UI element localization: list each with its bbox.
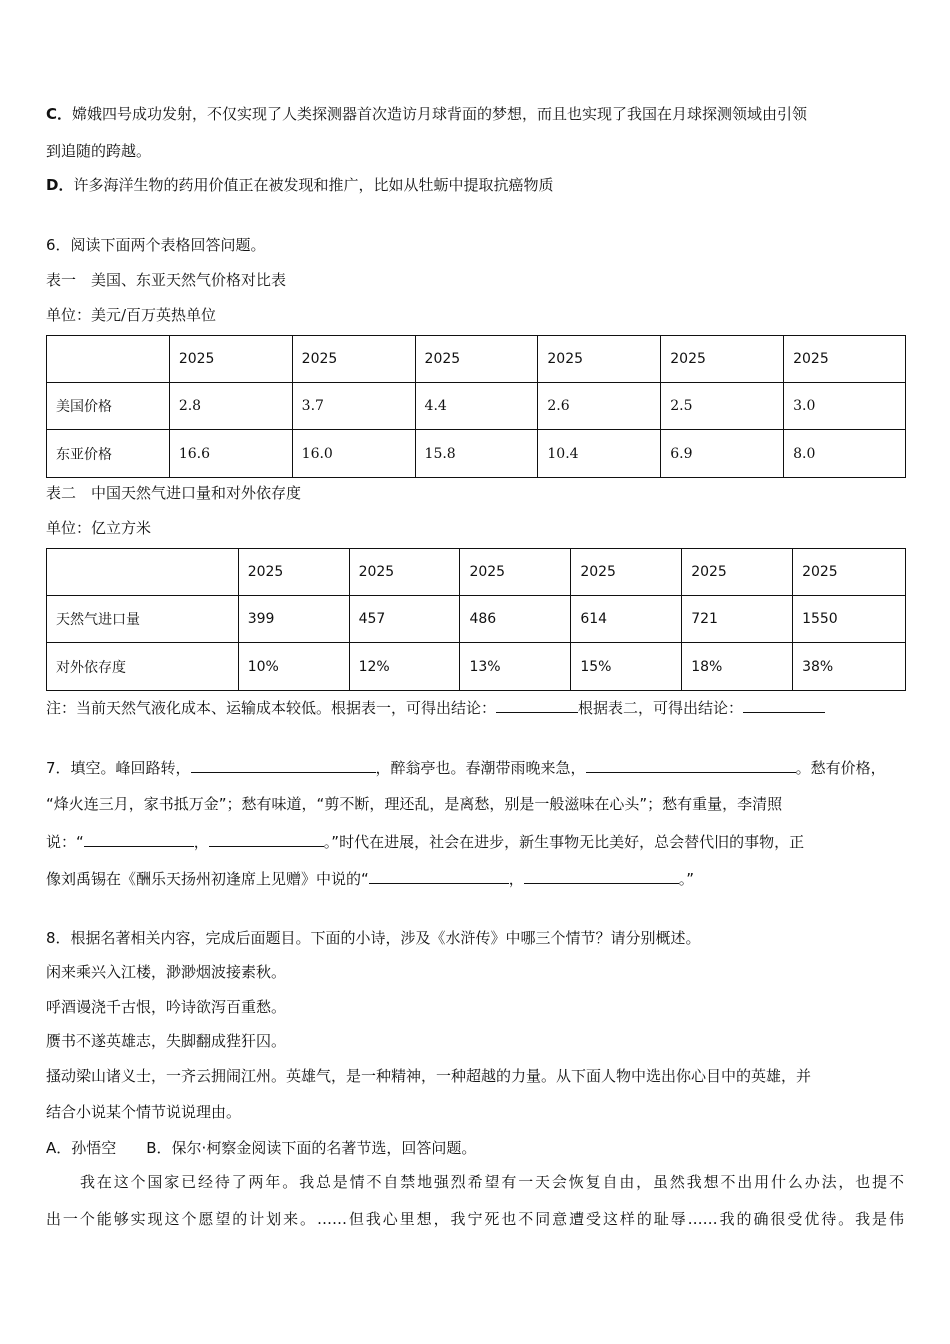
table-cell: 10% — [238, 643, 349, 691]
table-cell: 16.6 — [169, 430, 292, 478]
table-row — [47, 643, 906, 691]
table-cell: 2025 — [793, 549, 906, 596]
option-c-text: 嫦娥四号成功发射，不仅实现了人类探测器首次造访月球背面的梦想，而且也实现了我国在月球探测领域由引领 — [72, 105, 808, 123]
table-cell: 美国价格 — [47, 383, 170, 430]
table-cell: 457 — [349, 596, 460, 643]
table-cell: 对外依存度 — [47, 643, 239, 691]
table-cell: 2025 — [784, 336, 906, 383]
q8-title: 8．根据名著相关内容，完成后面题目。下面的小诗，涉及《水浒传》中哪三个情节？请分别概述。 — [46, 929, 701, 947]
passage-line: 我在这个国家已经待了两年。我总是情不自禁地强烈希望有一天会恢复自由，虽然我想不出用什么办法，也提不 — [80, 1173, 904, 1191]
table-cell: 10.4 — [538, 430, 661, 478]
table-cell: 2025 — [661, 336, 784, 383]
table2-caption: 表二 中国天然气进口量和对外依存度 — [46, 484, 302, 502]
q6-title: 6．阅读下面两个表格回答问题。 — [46, 236, 266, 254]
option-c-label: C． — [46, 105, 73, 123]
answer-blank[interactable] — [496, 697, 578, 713]
table-cell: 2025 — [571, 549, 682, 596]
table2-header-row — [47, 549, 906, 596]
q8-options: A．孙悟空 B．保尔·柯察金阅读下面的名著节选，回答问题。 — [46, 1139, 477, 1157]
table-cell: 天然气进口量 — [47, 596, 239, 643]
table1-caption: 表一 美国、东亚天然气价格对比表 — [46, 271, 287, 289]
q7-text: 像刘禹锡在《酬乐天扬州初逢席上见赠》中说的“ — [46, 870, 369, 888]
option-c-line1 — [46, 104, 904, 124]
table-cell: 2025 — [682, 549, 793, 596]
q7-text: 7．填空。峰回路转， — [46, 759, 191, 777]
q7-text: ， — [508, 870, 524, 888]
table-cell: 614 — [571, 596, 682, 643]
table-cell: 2025 — [238, 549, 349, 596]
table-cell: 15% — [571, 643, 682, 691]
q7-text: 。” — [678, 870, 695, 888]
table-cell: 2.8 — [169, 383, 292, 430]
table-cell: 2025 — [460, 549, 571, 596]
q7-text: ，醉翁亭也。春潮带雨晚来急， — [375, 759, 586, 777]
table-cell: 8.0 — [784, 430, 906, 478]
q6-note-a: 注：当前天然气液化成本、运输成本较低。根据表一，可得出结论： — [46, 699, 497, 717]
poem-line-with-prompt — [46, 1066, 904, 1086]
table-cell: 399 — [238, 596, 349, 643]
table-cell: 38% — [793, 643, 906, 691]
q7-text: ， — [193, 833, 209, 851]
q7-line2: “烽火连三月，家书抵万金”；愁有味道，“剪不断，理还乱，是离愁，别是一般滋味在心头”；愁有重量，李清照 — [46, 795, 783, 813]
table-cell: 1550 — [793, 596, 906, 643]
q7-text: 。愁有价格， — [795, 759, 886, 777]
table1 — [46, 335, 906, 478]
table-cell: 2025 — [538, 336, 661, 383]
option-d-label: D． — [46, 176, 74, 194]
answer-blank[interactable] — [586, 757, 796, 773]
answer-blank[interactable] — [84, 831, 194, 847]
table-cell: 721 — [682, 596, 793, 643]
table-row — [47, 383, 906, 430]
table-cell: 6.9 — [661, 430, 784, 478]
poem-line: 闲来乘兴入江楼，渺渺烟波接素秋。 — [46, 963, 287, 981]
q7-text: 。”时代在进展，社会在进步，新生事物无比美好，总会替代旧的事物，正 — [323, 833, 805, 851]
table-cell: 2.6 — [538, 383, 661, 430]
table-cell: 2025 — [292, 336, 415, 383]
table-cell: 2.5 — [661, 383, 784, 430]
q7-line1 — [46, 757, 904, 778]
poem-line: 赝书不遂英雄志，失脚翻成狴犴囚。 — [46, 1032, 287, 1050]
poem-line: 搔动梁山诸义士，一齐云拥闹江州。 — [46, 1067, 287, 1085]
q7-line3 — [46, 831, 904, 852]
poem-line: 呼酒谩浇千古恨，吟诗欲泻百重愁。 — [46, 998, 287, 1016]
option-c-line2: 到追随的跨越。 — [46, 142, 152, 160]
table-cell: 2025 — [349, 549, 460, 596]
table-cell: 3.7 — [292, 383, 415, 430]
q7-text: 说：“ — [46, 833, 84, 851]
answer-blank[interactable] — [369, 868, 509, 884]
answer-blank[interactable] — [209, 831, 324, 847]
answer-blank[interactable] — [191, 757, 376, 773]
table-cell: 13% — [460, 643, 571, 691]
table1-header-row — [47, 336, 906, 383]
table-cell: 15.8 — [415, 430, 538, 478]
table-cell: 2025 — [415, 336, 538, 383]
answer-blank[interactable] — [524, 868, 679, 884]
answer-blank[interactable] — [743, 697, 825, 713]
table-cell — [47, 336, 170, 383]
table1-unit: 单位：美元/百万英热单位 — [46, 306, 217, 324]
hero-prompt-cont: 结合小说某个情节说说理由。 — [46, 1103, 242, 1121]
table2 — [46, 548, 906, 691]
hero-prompt: 英雄气，是一种精神，一种超越的力量。从下面人物中选出你心目中的英雄，并 — [286, 1067, 812, 1085]
table-cell: 16.0 — [292, 430, 415, 478]
table-cell: 东亚价格 — [47, 430, 170, 478]
option-d-text: 许多海洋生物的药用价值正在被发现和推广，比如从牡蛎中提取抗癌物质 — [73, 176, 554, 194]
q6-note-b: 根据表二，可得出结论： — [578, 699, 744, 717]
table-row — [47, 430, 906, 478]
passage-line: 出一个能够实现这个愿望的计划来。……但我心里想，我宁死也不同意遭受这样的耻辱……我的确很受优待。我是伟 — [46, 1210, 904, 1228]
table-cell — [47, 549, 239, 596]
option-d — [46, 175, 904, 195]
table2-unit: 单位：亿立方米 — [46, 519, 152, 537]
table-cell: 18% — [682, 643, 793, 691]
table-row — [47, 596, 906, 643]
table-cell: 3.0 — [784, 383, 906, 430]
q7-line4 — [46, 868, 904, 889]
table-cell: 2025 — [169, 336, 292, 383]
table-cell: 4.4 — [415, 383, 538, 430]
table-cell: 486 — [460, 596, 571, 643]
table-cell: 12% — [349, 643, 460, 691]
q6-note — [46, 697, 904, 718]
